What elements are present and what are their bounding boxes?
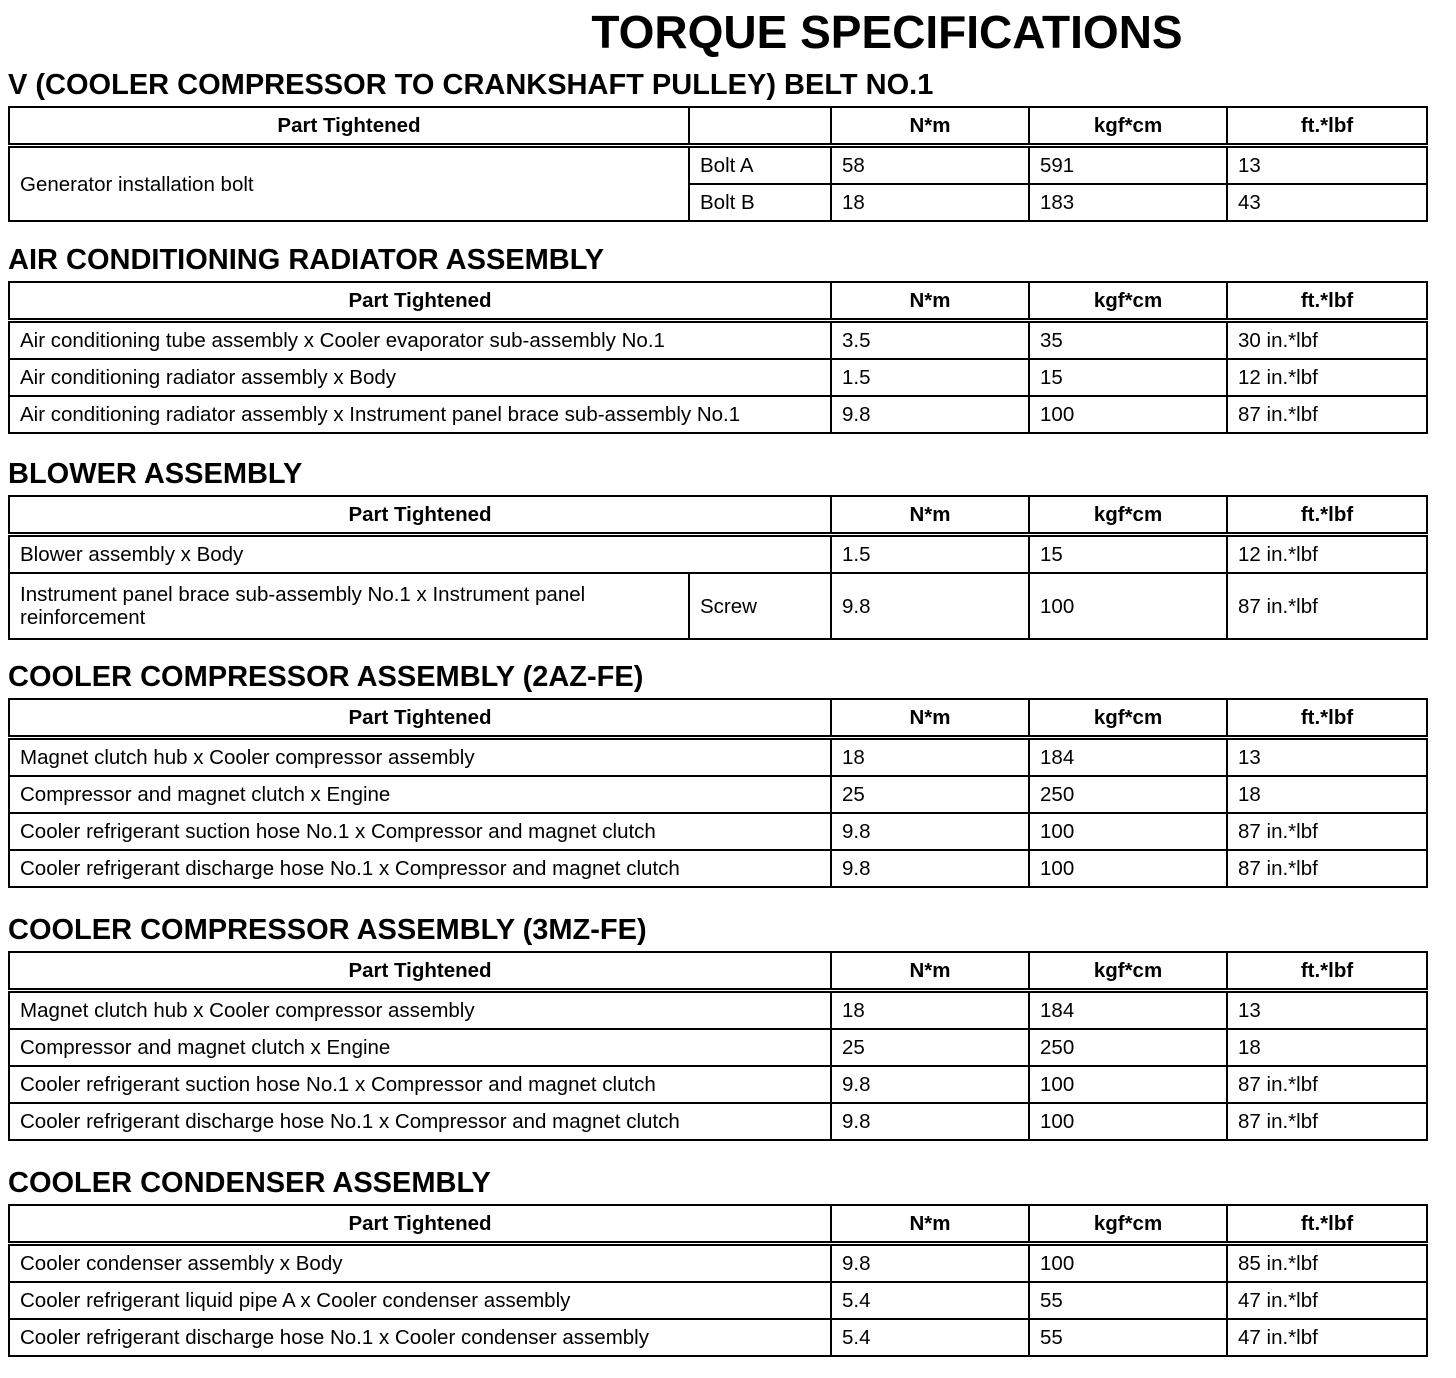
ftlbf-cell: 87 in.*lbf	[1227, 1103, 1427, 1140]
table-row	[9, 1066, 1427, 1103]
kgfcm-cell: 15	[1029, 535, 1227, 574]
table-row	[9, 359, 1427, 396]
torque-table-condenser	[8, 1204, 1428, 1357]
section-title-ac-radiator: AIR CONDITIONING RADIATOR ASSEMBLY	[8, 244, 605, 276]
table-row	[9, 396, 1427, 433]
ftlbf-cell: 13	[1227, 738, 1427, 777]
kgfcm-cell: 55	[1029, 1282, 1227, 1319]
nm-cell: 18	[831, 991, 1029, 1030]
nm-cell: 9.8	[831, 1103, 1029, 1140]
header-ftlbf: ft.*lbf	[1227, 1205, 1427, 1244]
header-nm: N*m	[831, 282, 1029, 321]
nm-cell: 1.5	[831, 359, 1029, 396]
ftlbf-cell: 30 in.*lbf	[1227, 321, 1427, 360]
kgfcm-cell: 183	[1029, 184, 1227, 221]
nm-cell: 18	[831, 184, 1029, 221]
header-kgfcm: kgf*cm	[1029, 952, 1227, 991]
table-row	[9, 1319, 1427, 1356]
torque-table-compressor-3mzfe	[8, 951, 1428, 1141]
part-cell: Instrument panel brace sub-assembly No.1 x Instrument panel reinforcement	[9, 573, 689, 639]
nm-cell: 9.8	[831, 813, 1029, 850]
ftlbf-cell: 85 in.*lbf	[1227, 1244, 1427, 1283]
header-ftlbf: ft.*lbf	[1227, 282, 1427, 321]
part-cell: Air conditioning tube assembly x Cooler evaporator sub-assembly No.1	[9, 321, 831, 360]
header-ftlbf: ft.*lbf	[1227, 699, 1427, 738]
sub-part-cell: Bolt B	[689, 184, 831, 221]
part-cell: Magnet clutch hub x Cooler compressor assembly	[9, 991, 831, 1030]
header-part-tightened: Part Tightened	[9, 496, 831, 535]
page-title: TORQUE SPECIFICATIONS	[591, 6, 1183, 58]
ftlbf-cell: 47 in.*lbf	[1227, 1319, 1427, 1356]
table-row	[9, 813, 1427, 850]
torque-table-blower	[8, 495, 1428, 640]
section-title-condenser: COOLER CONDENSER ASSEMBLY	[8, 1167, 491, 1199]
kgfcm-cell: 250	[1029, 1029, 1227, 1066]
header-kgfcm: kgf*cm	[1029, 1205, 1227, 1244]
nm-cell: 9.8	[831, 1066, 1029, 1103]
ftlbf-cell: 18	[1227, 776, 1427, 813]
nm-cell: 58	[831, 146, 1029, 185]
kgfcm-cell: 100	[1029, 813, 1227, 850]
header-nm: N*m	[831, 1205, 1029, 1244]
part-cell: Cooler refrigerant discharge hose No.1 x Compressor and magnet clutch	[9, 1103, 831, 1140]
header-kgfcm: kgf*cm	[1029, 282, 1227, 321]
nm-cell: 1.5	[831, 535, 1029, 574]
kgfcm-cell: 184	[1029, 738, 1227, 777]
ftlbf-cell: 12 in.*lbf	[1227, 535, 1427, 574]
part-cell: Cooler refrigerant suction hose No.1 x Compressor and magnet clutch	[9, 813, 831, 850]
part-cell: Air conditioning radiator assembly x Body	[9, 359, 831, 396]
kgfcm-cell: 35	[1029, 321, 1227, 360]
header-part-tightened: Part Tightened	[9, 107, 689, 146]
header-ftlbf: ft.*lbf	[1227, 952, 1427, 991]
section-title-compressor-3mzfe: COOLER COMPRESSOR ASSEMBLY (3MZ-FE)	[8, 914, 647, 946]
nm-cell: 9.8	[831, 573, 1029, 639]
table-row	[9, 1029, 1427, 1066]
header-ftlbf: ft.*lbf	[1227, 107, 1427, 146]
header-kgfcm: kgf*cm	[1029, 107, 1227, 146]
ftlbf-cell: 13	[1227, 991, 1427, 1030]
kgfcm-cell: 100	[1029, 850, 1227, 887]
table-row	[9, 146, 1427, 185]
part-cell: Cooler refrigerant suction hose No.1 x Compressor and magnet clutch	[9, 1066, 831, 1103]
table-row	[9, 1244, 1427, 1283]
kgfcm-cell: 100	[1029, 1103, 1227, 1140]
table-row	[9, 321, 1427, 360]
part-cell: Generator installation bolt	[9, 146, 689, 222]
ftlbf-cell: 43	[1227, 184, 1427, 221]
header-part-tightened: Part Tightened	[9, 952, 831, 991]
torque-table-ac-radiator	[8, 281, 1428, 434]
ftlbf-cell: 87 in.*lbf	[1227, 573, 1427, 639]
nm-cell: 25	[831, 776, 1029, 813]
kgfcm-cell: 100	[1029, 1066, 1227, 1103]
ftlbf-cell: 87 in.*lbf	[1227, 1066, 1427, 1103]
part-cell: Cooler refrigerant liquid pipe A x Cooler condenser assembly	[9, 1282, 831, 1319]
header-ftlbf: ft.*lbf	[1227, 496, 1427, 535]
kgfcm-cell: 100	[1029, 573, 1227, 639]
nm-cell: 25	[831, 1029, 1029, 1066]
section-title-compressor-2azfe: COOLER COMPRESSOR ASSEMBLY (2AZ-FE)	[8, 661, 644, 693]
part-cell: Compressor and magnet clutch x Engine	[9, 776, 831, 813]
nm-cell: 9.8	[831, 1244, 1029, 1283]
nm-cell: 18	[831, 738, 1029, 777]
table-row	[9, 573, 1427, 639]
table-row	[9, 1103, 1427, 1140]
torque-table-compressor-2azfe	[8, 698, 1428, 888]
table-row	[9, 535, 1427, 574]
ftlbf-cell: 13	[1227, 146, 1427, 185]
nm-cell: 9.8	[831, 850, 1029, 887]
section-title-v-belt: V (COOLER COMPRESSOR TO CRANKSHAFT PULLEY) BELT NO.1	[8, 69, 934, 101]
table-row	[9, 1282, 1427, 1319]
part-cell: Magnet clutch hub x Cooler compressor assembly	[9, 738, 831, 777]
part-cell: Cooler refrigerant discharge hose No.1 x Compressor and magnet clutch	[9, 850, 831, 887]
ftlbf-cell: 47 in.*lbf	[1227, 1282, 1427, 1319]
table-header-row	[9, 1205, 1427, 1244]
nm-cell: 5.4	[831, 1319, 1029, 1356]
table-row	[9, 776, 1427, 813]
ftlbf-cell: 87 in.*lbf	[1227, 813, 1427, 850]
header-nm: N*m	[831, 952, 1029, 991]
table-header-row	[9, 282, 1427, 321]
header-nm: N*m	[831, 699, 1029, 738]
ftlbf-cell: 12 in.*lbf	[1227, 359, 1427, 396]
kgfcm-cell: 100	[1029, 1244, 1227, 1283]
section-title-blower: BLOWER ASSEMBLY	[8, 458, 303, 490]
kgfcm-cell: 591	[1029, 146, 1227, 185]
kgfcm-cell: 250	[1029, 776, 1227, 813]
nm-cell: 5.4	[831, 1282, 1029, 1319]
part-cell: Cooler refrigerant discharge hose No.1 x Cooler condenser assembly	[9, 1319, 831, 1356]
header-kgfcm: kgf*cm	[1029, 699, 1227, 738]
part-cell: Cooler condenser assembly x Body	[9, 1244, 831, 1283]
nm-cell: 3.5	[831, 321, 1029, 360]
table-row	[9, 991, 1427, 1030]
ftlbf-cell: 18	[1227, 1029, 1427, 1066]
table-header-row	[9, 952, 1427, 991]
kgfcm-cell: 55	[1029, 1319, 1227, 1356]
header-nm: N*m	[831, 496, 1029, 535]
header-nm: N*m	[831, 107, 1029, 146]
table-row	[9, 850, 1427, 887]
table-header-row	[9, 699, 1427, 738]
kgfcm-cell: 184	[1029, 991, 1227, 1030]
ftlbf-cell: 87 in.*lbf	[1227, 850, 1427, 887]
table-header-row	[9, 496, 1427, 535]
kgfcm-cell: 15	[1029, 359, 1227, 396]
ftlbf-cell: 87 in.*lbf	[1227, 396, 1427, 433]
table-header-row	[9, 107, 1427, 146]
header-kgfcm: kgf*cm	[1029, 496, 1227, 535]
table-row	[9, 738, 1427, 777]
part-cell: Blower assembly x Body	[9, 535, 831, 574]
header-part-tightened: Part Tightened	[9, 282, 831, 321]
torque-table-v-belt	[8, 106, 1428, 222]
sub-part-cell: Bolt A	[689, 146, 831, 185]
nm-cell: 9.8	[831, 396, 1029, 433]
part-cell: Compressor and magnet clutch x Engine	[9, 1029, 831, 1066]
kgfcm-cell: 100	[1029, 396, 1227, 433]
part-cell: Air conditioning radiator assembly x Instrument panel brace sub-assembly No.1	[9, 396, 831, 433]
header-part-tightened: Part Tightened	[9, 699, 831, 738]
header-blank	[689, 107, 831, 146]
header-part-tightened: Part Tightened	[9, 1205, 831, 1244]
sub-part-cell: Screw	[689, 573, 831, 639]
